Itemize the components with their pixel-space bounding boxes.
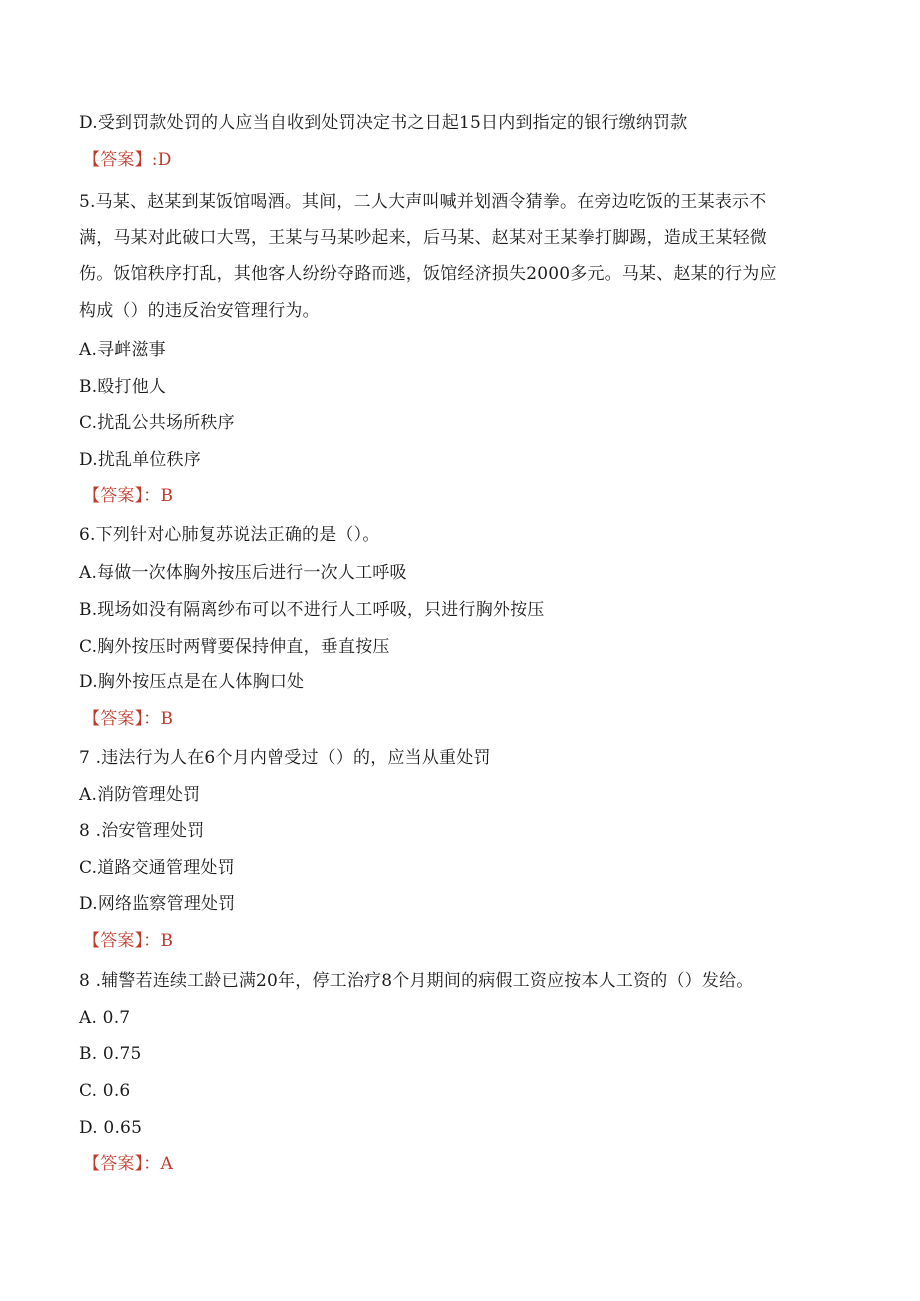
prev-answer: 【答案】:D xyxy=(83,150,172,170)
q6-option-c: C.胸外按压时两臂要保持伸直，垂直按压 xyxy=(79,637,390,657)
prev-option-d: D.受到罚款处罚的人应当自收到处罚决定书之日起15日内到指定的银行缴纳罚款 xyxy=(79,113,688,133)
q5-stem-line-3: 伤。饭馆秩序打乱，其他客人纷纷夺路而逃，饭馆经济损失2000多元。马某、赵某的行为应 xyxy=(79,264,777,284)
q8-option-a: A. 0.7 xyxy=(79,1008,131,1028)
q7-option-d: D.网络监察管理处罚 xyxy=(79,894,236,914)
q6-answer: 【答案】：B xyxy=(83,709,174,729)
q6-option-a: A.每做一次体胸外按压后进行一次人工呼吸 xyxy=(79,563,407,583)
q8-option-c: C. 0.6 xyxy=(79,1081,131,1101)
q6-option-b: B.现场如没有隔离纱布可以不进行人工呼吸，只进行胸外按压 xyxy=(79,600,545,620)
q8-stem: 8 .辅警若连续工龄已满20年，停工治疗8个月期间的病假工资应按本人工资的（）发给。 xyxy=(79,971,754,991)
q8-option-b: B. 0.75 xyxy=(79,1044,142,1064)
q5-option-b: B.殴打他人 xyxy=(79,377,167,397)
q5-answer: 【答案】：B xyxy=(83,486,174,506)
q5-stem-line-4: 构成（）的违反治安管理行为。 xyxy=(79,301,320,321)
q7-option-c: C.道路交通管理处罚 xyxy=(79,858,235,878)
q5-option-d: D.扰乱单位秩序 xyxy=(79,450,202,470)
q8-option-d: D. 0.65 xyxy=(79,1118,143,1138)
q7-stem: 7 .违法行为人在6个月内曾受过（）的，应当从重处罚 xyxy=(79,748,491,768)
q7-option-a: A.消防管理处罚 xyxy=(79,785,201,805)
q8-answer: 【答案】：A xyxy=(83,1154,173,1174)
q5-option-c: C.扰乱公共场所秩序 xyxy=(79,413,235,433)
q5-option-a: A.寻衅滋事 xyxy=(79,340,166,360)
q7-answer: 【答案】：B xyxy=(83,931,174,951)
q6-stem: 6.下列针对心肺复苏说法正确的是（）。 xyxy=(79,525,380,545)
q5-stem-line-1: 5.马某、赵某到某饭馆喝酒。其间，二人大声叫喊并划酒令猜拳。在旁边吃饭的王某表示不 xyxy=(79,192,767,212)
q5-stem-line-2: 满，马某对此破口大骂，王某与马某吵起来，后马某、赵某对王某拳打脚踢，造成王某轻微 xyxy=(79,228,767,248)
q7-option-b: 8 .治安管理处罚 xyxy=(79,821,205,841)
q6-option-d: D.胸外按压点是在人体胸口处 xyxy=(79,672,305,692)
